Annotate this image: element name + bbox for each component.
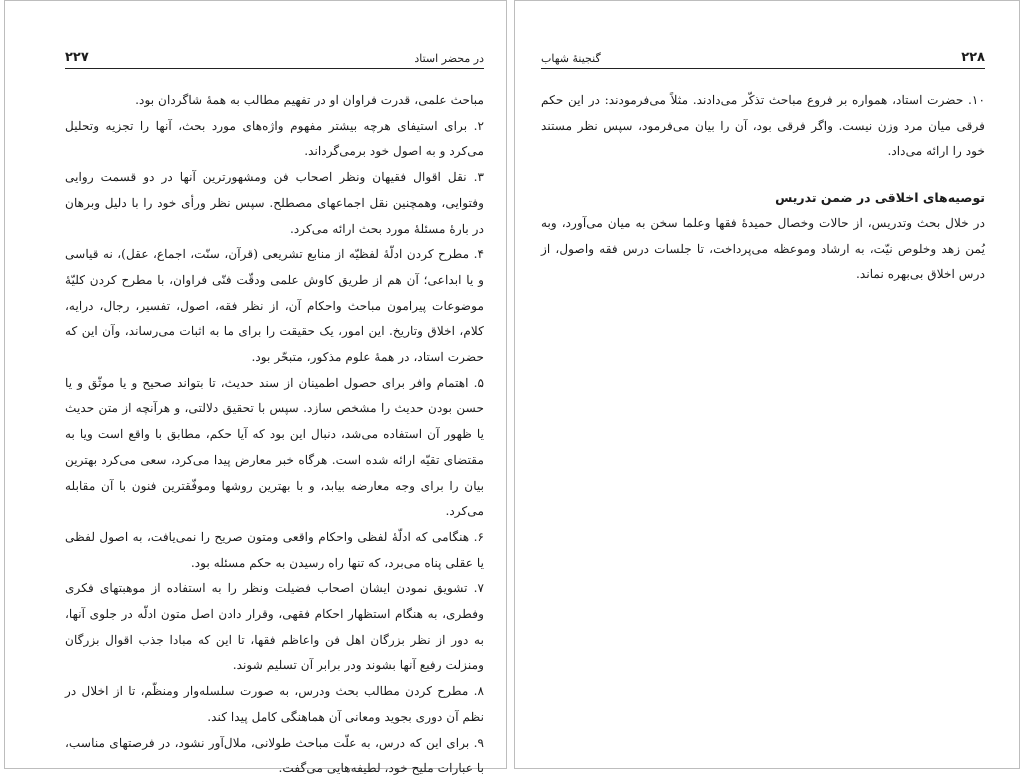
paragraph: ۵. اهتمام وافر برای حصول اطمینان از سند حدیث، تا بتواند صحیح و یا موثّق و یا حسن بودن حدیث را مشخص سازد. سپس با تحقیق دلالتی، و هرآنچه از متن حدیث یا ظهور آن استفاده می‌شد، دنبال این بود که آیا حکم، مطابق با واقع است ویا به مقتضای تقیّه ارائه شده است. هرگاه خبر معارض پیدا می‌کرد، سعی می‌کرد بهترین بیان را برای وجه معارضه بیابد، و با بهترین روشها وموفّقترین فنون با آن مقابله می‌کرد. [65, 375, 484, 519]
paragraph: ۱۰. حضرت استاد، همواره بر فروع مباحث تذکّر می‌دادند. مثلاً می‌فرمودند: در این حکم فرقی میان مرد وزن نیست. واگر فرقی بود، آن را بیان می‌فرمود، سپس نظر مستند خود را ارائه می‌داد. [541, 93, 985, 159]
running-title: در محضر استاد [414, 52, 484, 65]
right-page-body [541, 88, 985, 288]
page-number: ۲۲۸ [961, 50, 985, 65]
paragraph: ۴. مطرح کردن ادلّهٔ لفظیّه از منابع تشریعی (قرآن، سنّت، اجماع، عقل)، نه قیاسی و یا ابداعی؛ آن هم از طریق کاوش علمی ودقّت فنّی فراوان، با مطرح کردن کلیّهٔ موضوعات پیرامون مباحث واحکام آن، از نظر فقه، اصول، تفسیر، رجال، درایه، کلام، اخلاق وتاریخ. این امور، یک حقیقت را برای ما به اثبات می‌رساند، وآن این که حضرت استاد، در همهٔ علوم مذکور، متبحّر بود. [65, 247, 484, 365]
left-page [4, 0, 507, 776]
paragraph: ۹. برای این که درس، به علّت مباحث طولانی، ملال‌آور نشود، در فرصتهای مناسب، با عبارات ملیح خود، لطیفه‌هایی می‌گفت. [65, 735, 484, 776]
right-page-header [541, 51, 985, 69]
paragraph: ۷. تشویق نمودن ایشان اصحاب فضیلت ونظر را به استفاده از موهبتهای فکری وفطری، به هنگام استظهار احکام فقهی، وقرار دادن اصل متون ادلّه در جلوی آنها، به دور از نظر بزرگان اهل فن واعاظم فقها، تا این که مبادا جذب اقوال بزرگان ومنزلت رفیع آنها بشوند ودر برابر آن تسلیم شوند. [65, 581, 484, 673]
paragraph: ۸. مطرح کردن مطالب بحث ودرس، به صورت سلسله‌وار ومنظّم، تا از اخلال در نظم آن دوری بجوید ومعانی آن هماهنگی کامل پیدا کند. [65, 684, 484, 724]
left-page-body [65, 88, 484, 782]
paragraph: در خلال بحث وتدریس، از حالات وخصال حمیدهٔ فقها وعلما سخن به میان می‌آورد، وبه یُمن زهد وخلوص نیّت، به ارشاد وموعظه می‌پرداخت، تا جلسات درس فقه واصول، از درس اخلاق بی‌بهره نماند. [541, 215, 985, 282]
page-number: ۲۲۷ [65, 50, 89, 65]
left-page-header [65, 51, 484, 69]
paragraph: ۲. برای استیفای هرچه بیشتر مفهوم واژه‌های مورد بحث، آنها را تجزیه وتحلیل می‌کرد و به اصول خود برمی‌گرداند. [65, 118, 484, 159]
section-heading: توصیه‌های اخلاقی در ضمن تدریس [775, 190, 985, 206]
running-title: گنجینهٔ شهاب [541, 52, 601, 65]
paragraph: ۶. هنگامی که ادلّهٔ لفظی واحکام واقعی ومتون صریح را نمی‌یافت، به اصول لفظی یا عقلی پناه می‌برد، که تنها راه رسیدن به حکم مسئله بود. [65, 529, 484, 570]
right-page [514, 0, 1020, 769]
paragraph: مباحث علمی، قدرت فراوان او در تفهیم مطالب به همهٔ شاگردان بود. [135, 93, 484, 107]
paragraph: ۳. نقل اقوال فقیهان ونظر اصحاب فن ومشهورترین آنها در دو قسمت روایی وفتوایی، وهمچنین نقل اجماعهای مصطلح. سپس نظر ورأی خود را با دلیل وبرهان در بارهٔ مسئلهٔ مورد بحث ارائه می‌کرد. [65, 170, 484, 236]
